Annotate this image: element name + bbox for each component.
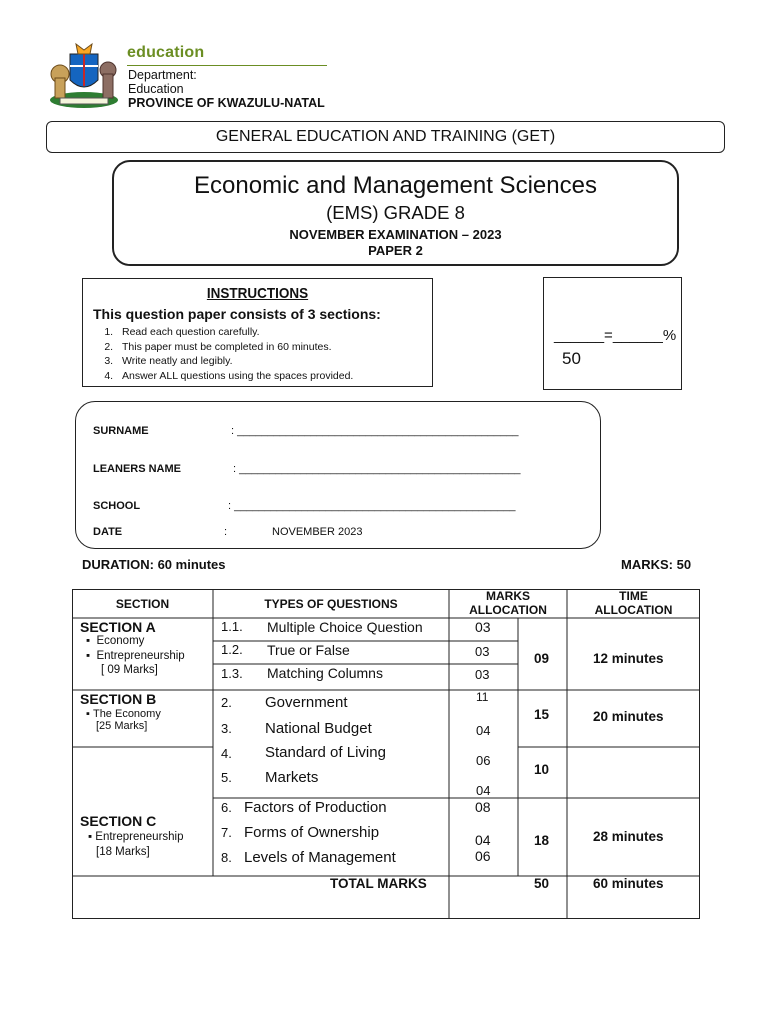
- question-type: Matching Columns: [267, 665, 383, 681]
- total-time-value: 60 minutes: [593, 876, 664, 891]
- date-colon: :: [224, 526, 228, 538]
- section-a-time: 12 minutes: [593, 651, 664, 666]
- question-number: 7.: [221, 825, 232, 840]
- question-type: Levels of Management: [244, 849, 396, 866]
- question-number: 1.2.: [221, 642, 243, 657]
- question-type: Government: [265, 694, 348, 711]
- question-number: 1.3.: [221, 666, 243, 681]
- question-mark: 06: [475, 848, 491, 864]
- learner-name-field[interactable]: : ______________________________________________: [233, 463, 521, 475]
- section-c-marks: [18 Marks]: [96, 846, 150, 858]
- section-a-title: SECTION A: [80, 619, 156, 635]
- section-a-item: ▪ Economy: [86, 635, 145, 647]
- learner-name-label: LEANERS NAME: [93, 463, 182, 475]
- question-type: Standard of Living: [265, 744, 386, 761]
- date-value: NOVEMBER 2023: [272, 526, 363, 538]
- instruction-item: 2. This paper must be completed in 60 minutes.: [116, 340, 432, 355]
- question-type: True or False: [267, 642, 350, 658]
- header-marks-line-1: MARKS: [486, 589, 530, 603]
- question-number: 3.: [221, 721, 232, 736]
- question-mark: 11: [476, 690, 489, 704]
- subject-title: Economic and Management Sciences: [194, 172, 597, 199]
- section-b-subtotal-2: 10: [534, 762, 550, 777]
- school-field[interactable]: : ______________________________________________: [228, 500, 516, 512]
- learner-details-box: [75, 401, 601, 549]
- section-a-subtotal: 09: [534, 651, 550, 666]
- school-label: SCHOOL: [93, 500, 141, 512]
- question-number: 8.: [221, 850, 232, 865]
- section-b-item-label: The Economy: [92, 708, 161, 720]
- exam-title: NOVEMBER EXAMINATION – 2023: [289, 227, 502, 242]
- section-b-item: ▪ The Economy: [86, 708, 161, 720]
- total-marks-text: MARKS: 50: [621, 557, 692, 572]
- instructions-box: [82, 278, 433, 387]
- question-mark: 03: [475, 667, 490, 682]
- question-mark: 03: [475, 644, 490, 659]
- question-mark: 04: [476, 783, 491, 798]
- header-types: TYPES OF QUESTIONS: [264, 597, 398, 611]
- question-type: National Budget: [265, 720, 372, 737]
- section-c-item: ▪ Entrepreneurship: [88, 831, 184, 843]
- header-time-line-2: ALLOCATION: [594, 603, 673, 617]
- table-grid: [72, 589, 700, 919]
- instruction-item: 3. Write neatly and legibly.: [116, 354, 432, 369]
- section-c-subtotal: 18: [534, 833, 550, 848]
- surname-field[interactable]: : ______________________________________________: [231, 425, 519, 437]
- section-b-title: SECTION B: [80, 691, 157, 707]
- paper-title: PAPER 2: [368, 243, 423, 258]
- section-c-item-label: Entrepreneurship: [95, 831, 184, 843]
- section-b-time: 20 minutes: [593, 709, 664, 724]
- score-box: [543, 277, 682, 390]
- section-b-subtotal-1: 15: [534, 707, 550, 722]
- header-marks: [449, 589, 567, 617]
- total-marks-label: TOTAL MARKS: [330, 876, 427, 891]
- total-marks-value: 50: [534, 876, 550, 891]
- question-number: 5.: [221, 770, 232, 785]
- instruction-item: 4. Answer ALL questions using the spaces provided.: [116, 369, 432, 384]
- province-name: PROVINCE OF KWAZULU-NATAL: [128, 96, 325, 110]
- question-mark: 04: [475, 832, 491, 848]
- section-a-marks: [ 09 Marks]: [101, 664, 158, 676]
- header-marks-line-2: ALLOCATION: [469, 603, 547, 617]
- instruction-item: 1. Read each question carefully.: [116, 325, 432, 340]
- question-mark: 04: [476, 723, 491, 738]
- score-fraction: ______=______%: [554, 327, 677, 344]
- surname-label: SURNAME: [93, 425, 149, 437]
- question-number: 6.: [221, 800, 232, 815]
- question-mark: 03: [475, 619, 491, 635]
- question-type: Factors of Production: [244, 799, 387, 816]
- question-mark: 06: [476, 753, 491, 768]
- duration-text: DURATION: 60 minutes: [82, 557, 226, 572]
- department-line-1: Department:: [128, 68, 197, 82]
- header-time-line-1: TIME: [619, 589, 648, 603]
- question-number: 1.1.: [221, 619, 243, 634]
- header-time: [567, 589, 700, 617]
- grade-title: (EMS) GRADE 8: [326, 202, 465, 223]
- question-type: Markets: [265, 769, 319, 786]
- header-section: SECTION: [115, 597, 170, 611]
- question-type: Forms of Ownership: [244, 824, 380, 841]
- question-type: Multiple Choice Question: [267, 619, 423, 635]
- instructions-subheading: This question paper consists of 3 sections:: [93, 306, 381, 322]
- question-number: 2.: [221, 695, 232, 710]
- section-a-item: ▪ Entrepreneurship: [86, 650, 185, 662]
- section-c-time: 28 minutes: [593, 829, 664, 844]
- department-line-2: Education: [128, 82, 184, 96]
- brand-wordmark: education: [127, 44, 205, 61]
- marks-allocation-table: [72, 589, 700, 919]
- department-name: [128, 68, 197, 96]
- question-mark: 08: [475, 799, 491, 815]
- section-c-title: SECTION C: [80, 813, 157, 829]
- score-denominator: 50: [562, 349, 581, 368]
- question-number: 4.: [221, 746, 232, 761]
- section-a-item-label: Economy: [96, 635, 145, 647]
- date-label: DATE: [93, 526, 123, 538]
- title-box: [112, 160, 679, 266]
- phase-banner: GENERAL EDUCATION AND TRAINING (GET): [46, 121, 725, 153]
- section-a-item-label: Entrepreneurship: [96, 650, 185, 662]
- instructions-heading: INSTRUCTIONS: [206, 285, 309, 302]
- coat-of-arms-logo: [46, 40, 122, 112]
- instructions-list: [83, 325, 432, 383]
- brand-divider: [127, 65, 327, 66]
- section-b-marks: [25 Marks]: [96, 720, 148, 732]
